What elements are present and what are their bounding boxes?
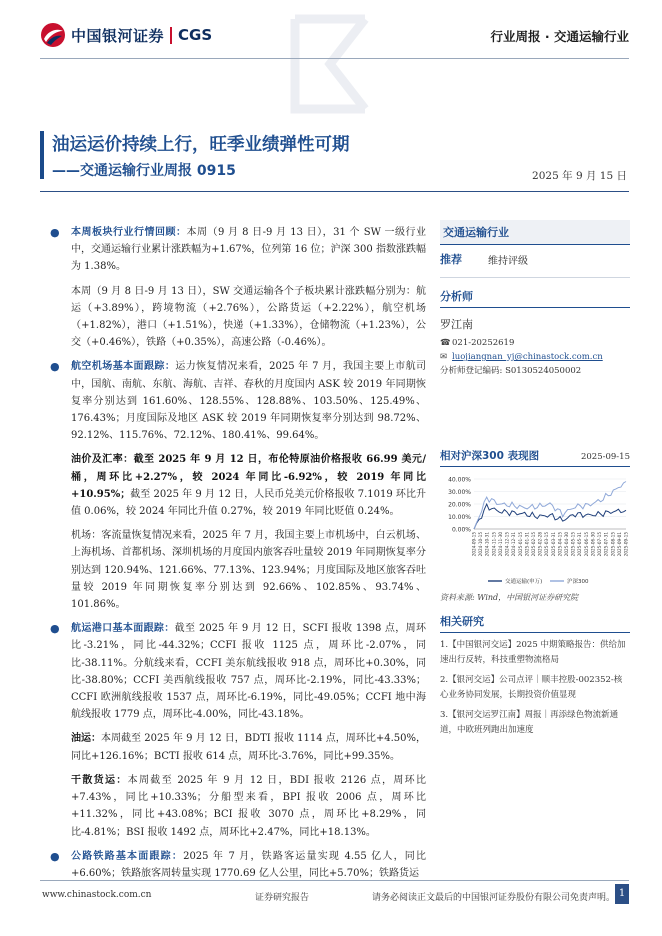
- rating-row: [440, 251, 630, 267]
- y-tick-label: 0.00%: [451, 526, 471, 534]
- x-tick-label: 2025-08-15: [610, 532, 616, 557]
- y-tick-label: 30.00%: [448, 489, 471, 496]
- para-heading: 油运：: [71, 733, 102, 745]
- footer-disclaimer: 请务必阅读正文最后的中国银河证券股份有限公司免责声明。: [372, 893, 616, 903]
- bullet-icon: ●: [50, 622, 60, 636]
- para-text: 运力恢复情况来看，2025 年 7 月，我国主要上市航司中，国航、南航、东航、海航、吉祥、春秋的月度国内 ASK 较 2019 年同期恢复率分别达到 161.60%、128.55%、128.88%、103.50%、125.49%、176.43%；月度国际及地区 ASK 较 2019 年同期恢复率分别达到 98.72%、92.12%、115.76%、72.12%、180.41%、99.64%。: [71, 361, 426, 442]
- analyst-email-row: [440, 350, 630, 364]
- phone-icon: ☎: [440, 338, 451, 348]
- chart-title: 相对沪深300 表现图: [440, 450, 540, 462]
- rating-label: 推荐: [440, 253, 462, 266]
- x-tick-label: 2024-12-31: [511, 532, 517, 557]
- x-tick-label: 2025-05-15: [570, 532, 576, 557]
- title-accent-bar: [40, 131, 44, 179]
- bullet-icon: ●: [50, 849, 60, 863]
- main-content: [50, 224, 426, 889]
- para-heading: 公路铁路基本面跟踪：: [71, 850, 184, 862]
- para-text: 本周截至 2025 年 9 月 12 日，BDI 报收 2126 点，周环比+7.43%，同比+10.33%；分船型来看，BPI 报收 2006 点，周环比+11.32%，同比+43.08%；BCI 报收 3070 点，周环比+8.29%，同比-4.81%；BSI 报收 1492 点，周环比+2.47%，同比+18.13%。: [71, 774, 426, 838]
- x-tick-label: 2025-03-31: [550, 532, 556, 557]
- paragraph-road-rail: [50, 848, 426, 882]
- x-tick-label: 2025-03-15: [544, 532, 550, 557]
- analyst-phone: 021-20252619: [452, 338, 515, 348]
- x-tick-label: 2025-06-15: [583, 532, 589, 557]
- para-heading: 油价及汇率：: [71, 454, 134, 466]
- analyst-phone-row: [440, 336, 630, 350]
- logo-cn-text: 中国银河证券: [71, 26, 165, 45]
- x-tick-label: 2025-04-30: [564, 532, 570, 557]
- para-text: 截至 2025 年 9 月 12 日，人民币兑美元价格报收 7.1019 环比升值 0.06%，较 2024 年同比升值 0.27%，较 2019 年同比贬值 0.24%。: [71, 488, 426, 518]
- footer-website[interactable]: www.chinastock.com.cn: [42, 890, 152, 900]
- analyst-header: 分析师: [440, 288, 630, 308]
- company-logo: [40, 22, 212, 48]
- x-tick-label: 2025-04-15: [557, 532, 563, 557]
- paragraph-aviation: [50, 358, 426, 444]
- title-divider: [40, 191, 629, 192]
- related-item[interactable]: 3.【银河交运罗江南】周报｜再添绿色物流新通道，中欧班列跑出加速度: [440, 710, 619, 735]
- para-text: 本周（9 月 8 日-9 月 13 日），SW 交通运输各个子板块累计涨跌幅分别为：航运（+3.89%），跨境物流（+2.76%），公路货运（+2.22%），航空机场（+1.82%），港口（+1.51%），快递（+1.33%），仓储物流（+1.23%），公交（+0.46%），铁路（+0.35%），高速公路（-0.46%）。: [71, 285, 426, 349]
- series-line: [474, 482, 626, 530]
- report-date: 2025 年 9 月 15 日: [532, 170, 627, 182]
- x-tick-label: 2024-12-15: [504, 532, 510, 557]
- paragraph-subsector: [50, 283, 426, 352]
- x-tick-label: 2025-07-15: [597, 532, 603, 557]
- y-tick-label: 20.00%: [448, 501, 471, 509]
- related-header: 相关研究: [440, 613, 630, 633]
- header-divider: [40, 58, 629, 59]
- report-category: 行业周报 · 交通运输行业: [490, 29, 629, 44]
- analyst-name: 罗江南: [440, 318, 473, 331]
- mail-icon: ✉: [440, 352, 448, 362]
- x-tick-label: 2025-09-01: [616, 532, 622, 557]
- para-text: 2025 年 7 月，铁路客运量实现 4.55 亿人，同比+6.60%；铁路旅客周转量实现 1770.69 亿人公里，同比+5.70%；铁路货运: [71, 850, 426, 879]
- paragraph-oil-fx: [50, 451, 426, 520]
- analyst-cert: 分析师登记编码: S0130524050002: [440, 366, 582, 376]
- legend-label: 沪深300: [567, 579, 589, 585]
- para-text: 本周截至 2025 年 9 月 12 日，BDTI 报收 1114 点，周环比+4.50%，同比+126.16%；BCTI 报收 614 点，周环比-3.76%，同比+99.35%。: [71, 733, 426, 762]
- x-tick-label: 2024-11-30: [497, 532, 503, 557]
- related-item[interactable]: 2.【银河交运】公司点评｜顺丰控股-002352-核心业务协同发展，长期投资价值显现: [440, 675, 623, 700]
- logo-en-text: CGS: [178, 26, 213, 44]
- chart-source: 资料来源: Wind，中国银河证券研究院: [440, 593, 579, 602]
- sidebar: [440, 220, 630, 738]
- bullet-icon: ●: [50, 360, 60, 374]
- x-tick-label: 2025-02-15: [530, 532, 536, 557]
- para-heading: 航运港口基本面跟踪：: [71, 623, 175, 635]
- y-tick-label: 10.00%: [448, 514, 471, 521]
- page-subtitle: ——交通运输行业周报 0915: [52, 163, 236, 179]
- bullet-icon: ●: [50, 226, 60, 239]
- x-tick-label: 2025-09-15: [623, 532, 629, 557]
- analyst-email-link[interactable]: luojiangnan_yj@chinastock.com.cn: [452, 352, 603, 362]
- x-tick-label: 2024-11-15: [491, 532, 497, 557]
- paragraph-tanker: [50, 730, 426, 764]
- paragraph-dry-bulk: [50, 772, 426, 841]
- footer-report-type: 证券研究报告: [255, 893, 310, 903]
- galaxy-logo-icon: [40, 22, 66, 48]
- para-text: 截至 2025 年 9 月 12 日，SCFI 报收 1398 点，周环比-3.21%，同比-44.32%；CCFI 报收 1125 点，周环比-2.07%，同比-38.11%。分航线来看，CCFI 美东航线报收 918 点，周环比+0.30%，同比-38.80%；CCFI 美西航线报收 757 点，周环比-2.19%，同比-43.33%；CCFI 欧洲航线报收 1537 点，周环比-6.19%，同比-49.05%；CCFI 地中海航线报收 1779 点，周环比-4.00%，同比-43.18%。: [71, 623, 426, 721]
- para-text-bold: 截至 2025 年 9 月 12 日，布伦特原油价格报收 66.99 美元/桶，周环比+2.27%，较 2024 年同比-6.92%，较 2019 年同比+10.95%；: [71, 454, 426, 500]
- paragraph-sector-review: [50, 224, 426, 276]
- chart-header: [440, 448, 630, 467]
- para-heading: 航空机场基本面跟踪：: [71, 361, 176, 373]
- x-tick-label: 2025-05-31: [577, 532, 583, 557]
- x-tick-label: 2025-06-30: [590, 532, 596, 557]
- x-tick-label: 2025-01-15: [517, 532, 523, 557]
- legend-label: 交通运输(申万): [505, 579, 543, 585]
- chart-date: 2025-09-15: [580, 452, 630, 462]
- related-item[interactable]: 1.【中国银河交运】2025 中期策略报告：供给加速出行反转，科技重塑物流格局: [440, 640, 626, 665]
- logo-separator: [170, 27, 172, 44]
- x-tick-label: 2025-07-31: [603, 532, 609, 557]
- footer-divider: [40, 880, 629, 881]
- paragraph-airports: [50, 527, 426, 613]
- watermark-logo: [285, 9, 375, 119]
- x-tick-label: 2025-01-31: [524, 532, 530, 557]
- industry-header: 交通运输行业: [440, 220, 630, 245]
- x-tick-label: 2024-09-15: [471, 532, 477, 557]
- y-tick-label: 40.00%: [448, 476, 471, 484]
- performance-chart: [440, 473, 630, 588]
- x-tick-label: 2025-02-28: [537, 532, 543, 557]
- page-title: 油运运价持续上行，旺季业绩弹性可期: [52, 135, 350, 155]
- page-number: 1: [615, 884, 629, 904]
- x-tick-label: 2024-10-31: [484, 532, 490, 557]
- para-heading: 本周板块行业行情回顾：: [71, 227, 187, 238]
- para-text: 本周（9 月 8 日-9 月 13 日），31 个 SW 一级行业中，交通运输行业累计涨跌幅为+1.67%，位列第 16 位；沪深 300 指数涨跌幅为 1.38%。: [71, 227, 427, 273]
- rating-value: 维持评级: [488, 255, 528, 267]
- paragraph-shipping: [50, 620, 426, 723]
- para-heading: 干散货运：: [71, 774, 128, 786]
- para-text: 机场：客流量恢复情况来看，2025 年 7 月，我国主要上市机场中，白云机场、上海机场、首都机场、深圳机场的月度国内旅客吞吐量较 2019 年同期恢复率分别达到 120.94%、121.66%、77.13%、123.94%；月度国际及地区旅客吞吐量较 2019 年同期恢复率分别达到 92.66%、102.85%、93.74%、101.86%。: [71, 530, 426, 611]
- x-tick-label: 2024-10-15: [478, 532, 484, 557]
